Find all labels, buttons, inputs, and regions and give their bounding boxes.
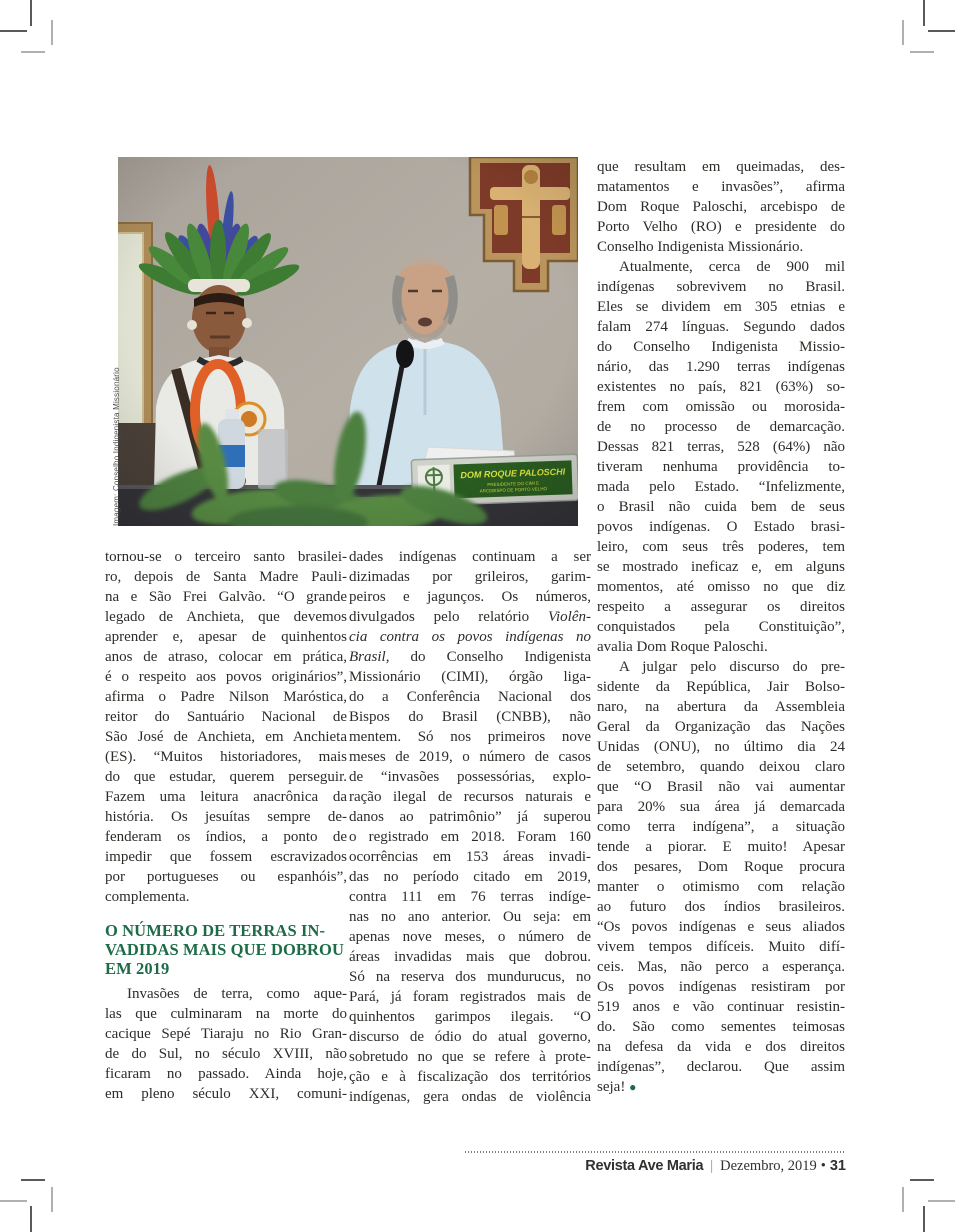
crop-mark: [30, 1206, 32, 1232]
crop-mark: [923, 1206, 925, 1232]
text-line: Invasões de terra, como aque-: [127, 986, 347, 1002]
text-line: Pará, já foram registrados mais de: [349, 989, 591, 1005]
section-heading: [105, 921, 347, 978]
page-number: 31: [829, 1158, 846, 1174]
text-line: de “invasões possessórias, explo-: [349, 769, 591, 785]
text-line: como terra indígena”, a situação: [597, 819, 845, 835]
text-line: por portugueses ou espanhóis”,: [105, 869, 347, 885]
text-column-1: [105, 547, 347, 1104]
text-line: das no período citado em 2019,: [349, 869, 591, 885]
text-line: de setembro, quando deixou claro: [597, 759, 845, 775]
text-column-3: [597, 157, 845, 1097]
text-line: do que estudar, querem perseguir.: [105, 769, 347, 785]
text-line: Os povos indígenas resistiram por: [597, 979, 845, 995]
text-line: Eles se dividem em 305 etnias e: [597, 299, 845, 315]
article-photo: [118, 157, 578, 526]
text-line: do a Conferência Nacional dos: [349, 689, 591, 705]
text-line: Dessas 821 terras, 528 (64%) não: [597, 439, 845, 455]
text-line: mentem. Só nos primeiros nove: [349, 729, 591, 745]
text-line: ro, depois de Santa Madre Pauli-: [105, 569, 347, 585]
text-line: frem com omissão ou morosida-: [597, 399, 845, 415]
issue-date: Dezembro, 2019: [720, 1158, 817, 1174]
text-line: existentes no país, 821 (63%) so-: [597, 379, 845, 395]
magazine-title: Revista Ave Maria: [585, 1158, 704, 1174]
text-line: contra 111 em 76 terras indíge-: [349, 889, 591, 905]
text-line: Geral da Organização das Nações: [597, 719, 845, 735]
text-line: “Os povos indígenas e seus aliados: [597, 919, 845, 935]
text-column-2: [349, 547, 591, 1107]
text-line: complementa.: [105, 889, 190, 905]
photo-credit: Imagem: Conselho Indigenista Missionário: [112, 367, 121, 526]
text-line: ração ilegal de recursos naturais e: [349, 789, 591, 805]
text-line: é o respeito aos povos originários”,: [105, 669, 347, 685]
footer-divider: [465, 1151, 846, 1153]
text-line: cia contra os povos indígenas no: [349, 629, 591, 645]
crop-mark: [928, 1200, 955, 1202]
text-line: história. Os jesuítas sempre de-: [105, 809, 347, 825]
text-line: Fazem uma leitura anacrônica da: [105, 789, 347, 805]
text-line: Bispos do Brasil (CNBB), não: [349, 709, 591, 725]
text-line: divulgados pelo relatório Violên-: [349, 609, 591, 625]
text-line: tende a piorar. E muito! Apesar: [597, 839, 845, 855]
text-line: tiveram nenhuma providência to-: [597, 459, 845, 475]
text-line: ao futuro dos índios brasileiros.: [597, 899, 845, 915]
end-of-article-dot: ●: [629, 1080, 637, 1094]
text-line: indígenas sobrevivem no Brasil.: [597, 279, 845, 295]
text-line: o registrado em 2018. Foram 160: [349, 829, 591, 845]
text-line: avalia Dom Roque Paloschi.: [597, 639, 768, 655]
text-line: aprender e, apesar de quinhentos: [105, 629, 347, 645]
text-line: manter o otimismo com relação: [597, 879, 845, 895]
crop-mark: [51, 1187, 53, 1212]
crop-mark: [0, 1200, 27, 1202]
text-line: Só na reserva dos mundurucus, no: [349, 969, 591, 985]
text-line: matamentos e invasões”, afirma: [597, 179, 845, 195]
text-line: dades indígenas continuam a ser: [349, 549, 591, 565]
text-line: leiro, com seus três poderes, tem: [597, 539, 845, 555]
crop-mark: [51, 20, 53, 45]
text-line: (ES). “Muitos historiadores, mais: [105, 749, 347, 765]
text-line: ceis. Mas, não perco a esperança.: [597, 959, 845, 975]
text-line: indígenas”, declarou. Que assim: [597, 1059, 845, 1075]
text-line: Dom Roque Paloschi, arcebispo de: [597, 199, 845, 215]
text-line: A julgar pelo discurso do pre-: [619, 659, 845, 675]
text-line: 519 anos e vão continuar resistin-: [597, 999, 845, 1015]
crop-mark: [30, 0, 32, 26]
text-line: Missionário (CIMI), órgão liga-: [349, 669, 591, 685]
crop-mark: [21, 1179, 45, 1181]
text-line: dos pesares, Dom Roque procura: [597, 859, 845, 875]
text-line: seja! ●: [597, 1079, 637, 1095]
text-line: meses de 2019, o número de casos: [349, 749, 591, 765]
crop-mark: [928, 30, 955, 32]
text-line: sidente da República, Jair Bolso-: [597, 679, 845, 695]
text-line: na defesa da vida e dos direitos: [597, 1039, 845, 1055]
text-line: tornou-se o terceiro santo brasilei-: [105, 549, 347, 565]
text-line: povos indígenas. O Estado brasi-: [597, 519, 845, 535]
text-line: ocorrências em 153 áreas invadi-: [349, 849, 591, 865]
text-line: falam 274 línguas. Segundo dados: [597, 319, 845, 335]
text-line: áreas invadidas mais que dobrou.: [349, 949, 591, 965]
text-line: de do Sul, no século XVIII, não: [105, 1046, 347, 1062]
text-line: anos de atraso, colocar em prática,: [105, 649, 347, 665]
section-heading-line: EM 2019: [105, 959, 170, 978]
text-line: legado de Anchieta, que devemos: [105, 609, 347, 625]
text-line: ficaram no passado. Ainda hoje,: [105, 1066, 347, 1082]
text-line: conquistados pela Constituição”,: [597, 619, 845, 635]
section-heading-line: VADIDAS MAIS QUE DOBROU: [105, 940, 344, 959]
text-line: momentos, até omisso no que diz: [597, 579, 845, 595]
text-line: vivem tempos difíceis. Muito difí-: [597, 939, 845, 955]
text-line: em pleno século XXI, comuni-: [105, 1086, 347, 1102]
footer-bullet: •: [820, 1158, 826, 1174]
text-line: se mostrado ineficaz e, em alguns: [597, 559, 845, 575]
crop-mark: [910, 51, 934, 53]
text-line: reitor do Santuário Nacional de: [105, 709, 347, 725]
text-line: na e São Frei Galvão. “O grande: [105, 589, 347, 605]
crop-mark: [910, 1179, 934, 1181]
text-line: quinhentos garimpos ilegais. “O: [349, 1009, 591, 1025]
text-line: fenderam os índios, a ponto de: [105, 829, 347, 845]
photo-vignette: [118, 157, 578, 526]
text-line: mada pelo Estado. “Infelizmente,: [597, 479, 845, 495]
crop-mark: [902, 20, 904, 45]
text-line: para 20% sua área já demarcada: [597, 799, 845, 815]
text-line: peiros e jagunços. Os números,: [349, 589, 591, 605]
text-line: Unidas (ONU), no último dia 24: [597, 739, 845, 755]
text-line: ção e à fiscalização dos territórios: [349, 1069, 591, 1085]
crop-mark: [21, 51, 45, 53]
text-line: que “O Brasil não vai aumentar: [597, 779, 845, 795]
text-line: do. São como sementes teimosas: [597, 1019, 845, 1035]
text-line: apenas nove meses, o número de: [349, 929, 591, 945]
section-heading-line: O NÚMERO DE TERRAS IN-: [105, 921, 326, 940]
text-line: indígenas, gera ondas de violência: [349, 1089, 591, 1105]
text-line: las que culminaram na morte do: [105, 1006, 347, 1022]
text-line: discurso de ódio do atual governo,: [349, 1029, 591, 1045]
text-line: Brasil, do Conselho Indigenista: [349, 649, 591, 665]
text-line: do Conselho Indigenista Missio-: [597, 339, 845, 355]
text-line: São José de Anchieta, em Anchieta: [105, 729, 347, 745]
footer-separator: |: [710, 1158, 714, 1174]
text-line: cacique Sepé Tiaraju no Rio Gran-: [105, 1026, 347, 1042]
text-line: impedir que fossem escravizados: [105, 849, 347, 865]
crop-mark: [902, 1187, 904, 1212]
text-line: danos ao patrimônio” já superou: [349, 809, 591, 825]
text-line: respeito a assegurar os direitos: [597, 599, 845, 615]
text-line: naro, na abertura da Assembleia: [597, 699, 845, 715]
text-line: que resultam em queimadas, des-: [597, 159, 845, 175]
text-line: afirma o Padre Nilson Maróstica,: [105, 689, 347, 705]
page-footer: [465, 1158, 846, 1175]
text-line: sobretudo no que se refere à prote-: [349, 1049, 591, 1065]
text-line: dizimadas por grileiros, garim-: [349, 569, 591, 585]
crop-mark: [0, 30, 27, 32]
text-line: nas no ano anterior. Ou seja: em: [349, 909, 591, 925]
text-line: nário, das 1.290 terras indígenas: [597, 359, 845, 375]
text-line: Porto Velho (RO) e presidente do: [597, 219, 845, 235]
crop-mark: [923, 0, 925, 26]
text-line: Conselho Indigenista Missionário.: [597, 239, 804, 255]
text-line: de no processo de demarcação.: [597, 419, 845, 435]
text-line: o Brasil não cuida bem de seus: [597, 499, 845, 515]
text-line: Atualmente, cerca de 900 mil: [619, 259, 845, 275]
